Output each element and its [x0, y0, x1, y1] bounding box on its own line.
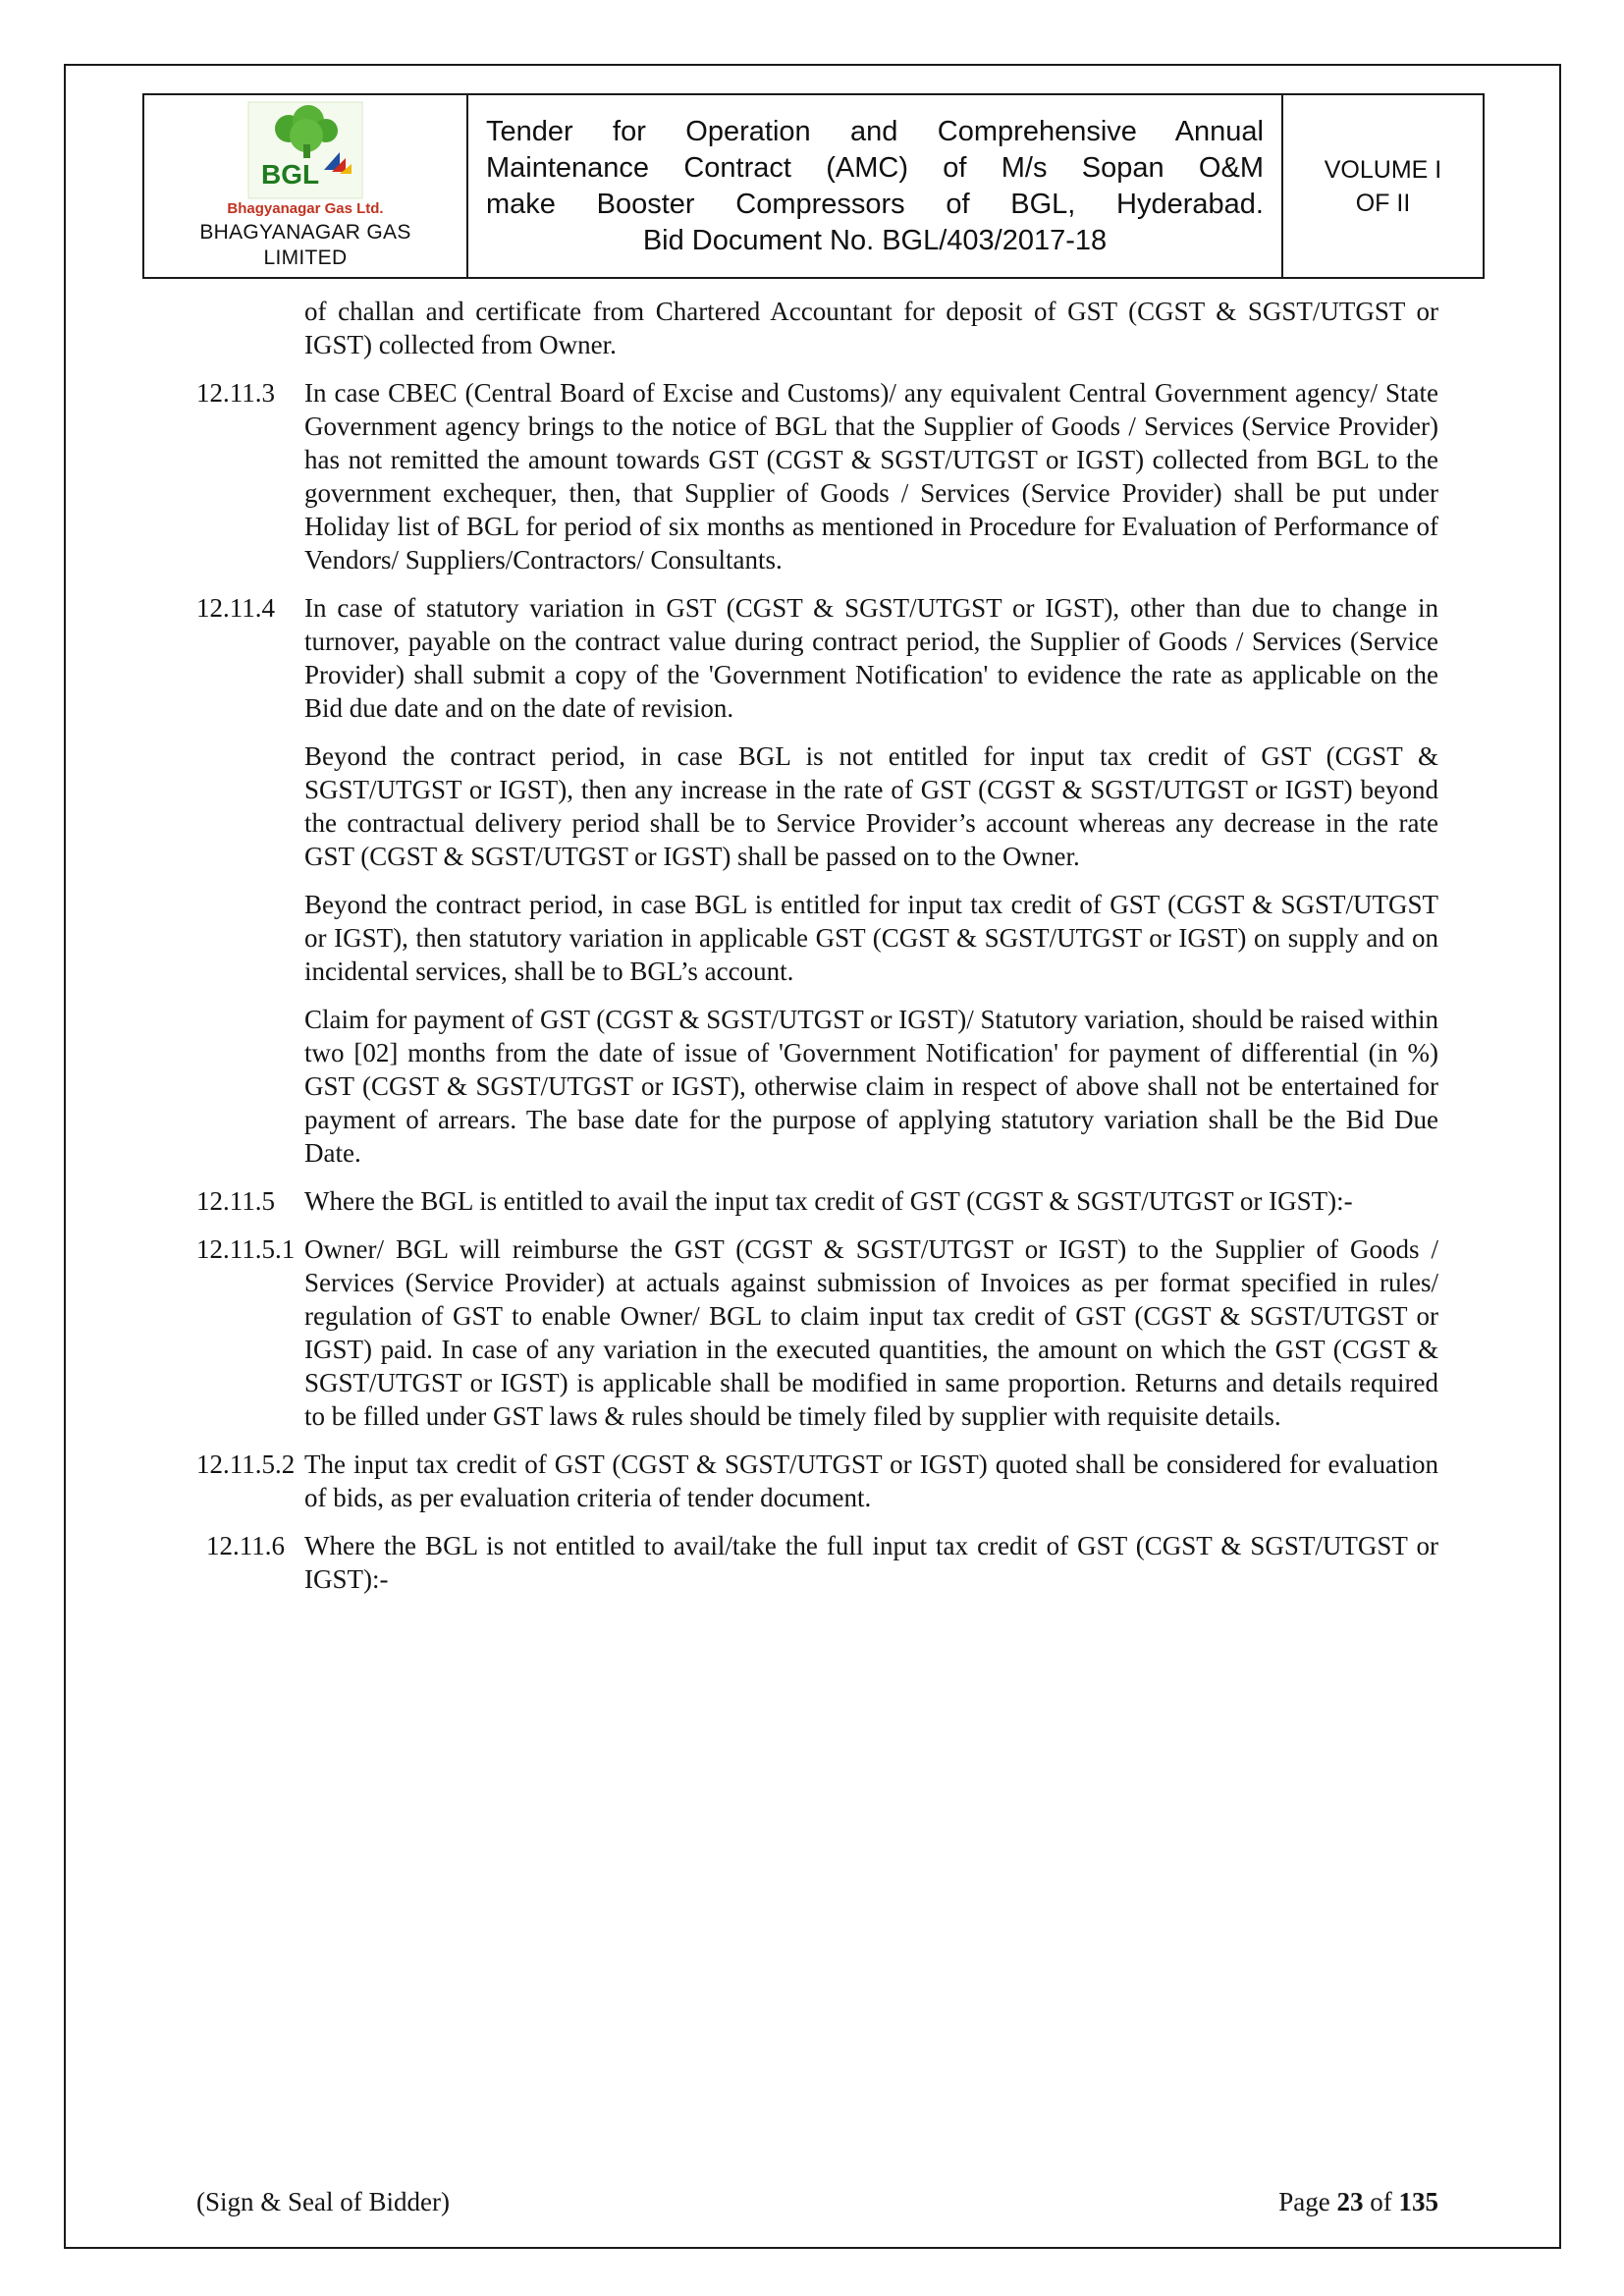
logo-cell [143, 94, 467, 278]
clause-12-11-3 [196, 376, 1438, 576]
clause-continuation [196, 295, 1438, 361]
page-border-frame [64, 64, 1561, 2249]
clause-text: Owner/ BGL will reimburse the GST (CGST & SGST/UTGST or IGST) to the Supplier of Goods / Services (Service Provider) at actuals against submission of Invoices as per format specified in rules/ regulation of GST to enable Owner/ BGL to claim input tax credit of GST (CGST & SGST/UTGST or IGST) paid. In case of any variation in the executed quantities, the amount on which the GST (CGST & SGST/UTGST or IGST) is applicable shall be modified in same proportion. Returns and details required to be filled under GST laws & rules should be timely filed by supplier with requisite details. [304, 1234, 1438, 1431]
title-cell [467, 94, 1282, 278]
clause-12-11-4 [196, 591, 1438, 725]
volume-label [1284, 153, 1482, 220]
clause-text: Beyond the contract period, in case BGL is entitled for input tax credit of GST (CGST & SGST/UTGST or IGST), then statutory variation in applicable GST (CGST & SGST/UTGST or IGST) on supply and on incidental services, shall be to BGL’s account. [304, 890, 1438, 986]
clause-12-11-5 [196, 1184, 1438, 1218]
clause-number: 12.11.5.1 [196, 1234, 296, 1264]
page-number: 23 [1336, 2187, 1364, 2216]
clause-12-11-6 [196, 1529, 1438, 1596]
logo-monogram: BGL [261, 159, 320, 190]
page-indicator [1278, 2187, 1438, 2217]
clause-12-11-5-1 [196, 1232, 1438, 1433]
page-total: 135 [1398, 2187, 1438, 2216]
clause-number: 12.11.5 [196, 1186, 275, 1216]
clause-text: Claim for payment of GST (CGST & SGST/UTGST or IGST)/ Statutory variation, should be raised within two [02] months from the date of issue of 'Government Notification' for payment of differential (in %) GST (CGST & SGST/UTGST or IGST), otherwise claim in respect of above shall not be entertained for payment of arrears. The base date for the purpose of applying statutory variation shall be the Bid Due Date. [304, 1005, 1438, 1168]
clause-text: Beyond the contract period, in case BGL is not entitled for input tax credit of GST (CGST & SGST/UTGST or IGST), then any increase in the rate of GST (CGST & SGST/UTGST or IGST) beyond the contractual delivery period shall be to Service Provider’s account whereas any decrease in the rate GST (CGST & SGST/UTGST or IGST) shall be passed on to the Owner. [304, 741, 1438, 871]
sign-seal-note: (Sign & Seal of Bidder) [196, 2187, 450, 2216]
title-line-1: Tender for Operation and Comprehensive Annual [486, 115, 1264, 147]
clause-12-11-5-2 [196, 1448, 1438, 1514]
title-line-3: make Booster Compressors of BGL, Hyderabad. [486, 188, 1264, 220]
clause-text: Where the BGL is not entitled to avail/take the full input tax credit of GST (CGST & SGST/UTGST or IGST):- [304, 1531, 1438, 1594]
bgl-logo [247, 101, 363, 199]
clause-12-11-4-sub-1 [196, 739, 1438, 873]
clause-text: In case CBEC (Central Board of Excise and Customs)/ any equivalent Central Government agency/ State Government agency brings to the notice of BGL that the Supplier of Goods / Services (Service Provider) has not remitted the amount towards GST (CGST & SGST/UTGST or IGST) collected from BGL to the government exchequer, then, that Supplier of Goods / Services (Service Provider) shall be put under Holiday list of BGL for period of six months as mentioned in Procedure for Evaluation of Performance of Vendors/ Suppliers/Contractors/ Consultants. [304, 378, 1438, 574]
company-name-line-2: LIMITED [263, 246, 348, 269]
page-word: Page [1278, 2187, 1330, 2216]
company-name-line-1: BHAGYANAGAR GAS [199, 221, 411, 244]
clause-number: 12.11.3 [196, 378, 275, 408]
volume-line-1: VOLUME I [1324, 155, 1442, 184]
clause-number: 12.11.5.2 [196, 1449, 296, 1479]
logo-tagline: Bhagyanagar Gas Ltd. [227, 200, 384, 217]
clause-text: of challan and certificate from Chartered Accountant for deposit of GST (CGST & SGST/UTGST or IGST) collected from Owner. [304, 297, 1438, 359]
clause-text: The input tax credit of GST (CGST & SGST/UTGST or IGST) quoted shall be considered for evaluation of bids, as per evaluation criteria of tender document. [304, 1449, 1438, 1512]
header-table [142, 93, 1485, 279]
bid-document-number: Bid Document No. BGL/403/2017-18 [642, 224, 1108, 256]
clause-text: Where the BGL is entitled to avail the input tax credit of GST (CGST & SGST/UTGST or IGST):- [304, 1186, 1353, 1216]
clause-text: In case of statutory variation in GST (CGST & SGST/UTGST or IGST), other than due to change in turnover, payable on the contract value during contract period, the Supplier of Goods / Services (Service Provider) shall submit a copy of the 'Government Notification' to evidence the rate as applicable on the Bid due date and on the date of revision. [304, 593, 1438, 723]
clause-number: 12.11.4 [196, 593, 275, 623]
page-footer [196, 2187, 1438, 2217]
company-name [199, 220, 410, 271]
clauses-section [196, 295, 1438, 1596]
volume-line-2: OF II [1355, 189, 1411, 217]
of-word: of [1370, 2187, 1392, 2216]
clause-12-11-4-sub-3 [196, 1003, 1438, 1170]
document-title [486, 114, 1264, 259]
clause-number: 12.11.6 [206, 1531, 285, 1560]
volume-cell [1282, 94, 1484, 278]
clause-12-11-4-sub-2 [196, 888, 1438, 988]
title-line-2: Maintenance Contract (AMC) of M/s Sopan O&M [486, 151, 1264, 184]
